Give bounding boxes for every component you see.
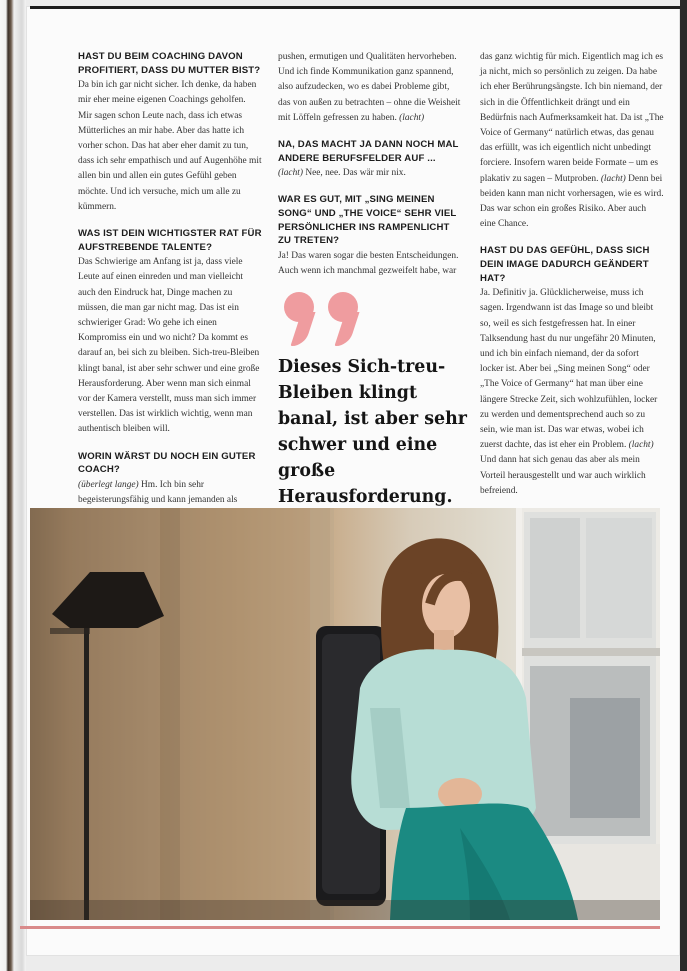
column-2 <box>278 50 462 288</box>
answer-text: Das Schwierige am Anfang ist ja, dass viele Leute auf einen einreden und man vielleicht auch den Eindruck hat, Dinge machen zu müssen, die man gar nicht mag. Das ist ein schwieriger Grad: Wo gehe ich einen Kompromiss ein und wo nicht? Da kommt es darauf an, bei sich zu bleiben. Sich-treu-Bleiben klingt banal, ist aber sehr schwer und eine große Herausforderung. Aber wenn man sich einmal vor der Kamera verstellt, muss man sich immer verstellen. Das ist wirklich wichtig, wenn man authentisch bleiben will. <box>78 257 260 435</box>
pull-quote-text: Dieses Sich-treu-Bleiben klingt banal, ist aber sehr schwer und eine große Herausforderung. <box>278 357 467 507</box>
question-heading: HAST DU DAS GEFÜHL, DASS SICH DEIN IMAGE DADURCH GEÄNDERT HAT? <box>480 245 650 284</box>
answer-paragraph <box>278 50 462 126</box>
answer-text: das ganz wichtig für mich. Eigentlich mag ich es ja nicht, mich so persönlich zu zeigen. Da habe ich eher Berührungsängste. Ich bin niemand, der sich in die Öffentlichkeit drängt und ein Bedürfnis nach Aufmerksamkeit hat. Da ist „The Voice of Germany“ natürlich etwas, das genau das erfüllt, was ich eigentlich nicht unbedingt forciere. Insofern waren beide Formate – um es plakativ zu sagen – Mutproben. <box>480 52 664 184</box>
question-heading: WAS IST DEIN WICHTIGSTER RAT FÜR AUFSTREBENDE TALENTE? <box>78 228 262 253</box>
answer-paragraph <box>278 166 462 181</box>
answer-text: Nee, nee. Das wär mir nix. <box>303 168 406 179</box>
question-heading: NA, DAS MACHT JA DANN NOCH MAL ANDERE BERUFSFELDER AUF ... <box>278 139 459 164</box>
answer-text: Da bin ich gar nicht sicher. Ich denke, da haben mir eher meine eigenen Coachings geholfen. Mir sagen schon Leute nach, dass ich etwas Mütterliches an mir habe. Aber das hatte ich vorher schon. Das hat aber eher damit zu tun, dass ich sehr empathisch und auf Augenhöhe mit allen bin und allen ein gutes Gefühl geben möchte. Und ich versuche, mich um alle zu kümmern. <box>78 80 262 212</box>
scan-edge <box>0 0 26 971</box>
column-3 <box>480 50 664 508</box>
question-heading: HAST DU BEIM COACHING DAVON PROFITIERT, DASS DU MUTTER BIST? <box>78 51 261 76</box>
answer-text-continued: Und dann hat sich genau das aber als mein Vorteil herausgestellt und war auch wirklich befreiend. <box>480 455 646 496</box>
right-border <box>680 0 687 971</box>
stage-direction: (lacht) <box>598 173 626 184</box>
quotation-mark-icon <box>278 288 368 354</box>
answer-paragraph <box>480 286 664 499</box>
answer-text: Hm. Ich bin sehr begeisterungsfähig und kann jemanden als <box>78 479 238 506</box>
answer-text: Ja. Definitiv ja. Glücklicherweise, muss ich sagen. Irgendwann ist das Image so und bleibt so, weil es sich festgefressen hat. In einer Talksendung hast du nur ungefähr 20 Minuten, und ich bin einfach niemand, der da sofort locker ist. Aber bei „Sing meinen Song“ oder „The Voice of Germany“ hat man über eine längere Strecke Zeit, sich wohlzufühlen, locker zu werden und dementsprechend auch so zu sein, wie man ist. Das war etwas, wobei ich zuerst dachte, das ist eher ein Problem. <box>480 288 658 451</box>
stage-direction: (überlegt lange) <box>78 479 139 490</box>
answer-text: Ja! Das waren sogar die besten Entscheidungen. Auch wenn ich manchmal gezweifelt habe, war <box>278 250 459 276</box>
column-1 <box>78 50 262 532</box>
answer-paragraph <box>480 50 664 232</box>
stage-direction: (lacht) <box>396 112 425 123</box>
top-border <box>30 6 680 9</box>
answer-text: pushen, ermutigen und Qualitäten hervorheben. Und ich finde Kommunikation ganz spannend, also aufzudecken, wo es dabei Probleme gibt, das von außen zu betrachten – ohne die Weisheit mit Löffeln gefressen zu haben. <box>278 52 461 123</box>
question-heading: WAR ES GUT, MIT „SING MEINEN SONG“ UND „THE VOICE“ SEHR VIEL PERSÖNLICHER INS RAMPENLICHT ZU TRETEN? <box>278 194 457 247</box>
pull-quote-block <box>278 288 470 510</box>
stage-direction: (lacht) <box>278 168 303 179</box>
answer-text-continued: Denn bei beiden kann man nicht vorhersagen, wie es wird. Das war schon ein großes Risiko. Aber auch eine Chance. <box>480 173 664 230</box>
photo-illustration <box>30 508 660 920</box>
bottom-rule <box>20 926 660 929</box>
question-heading: WORIN WÄRST DU NOCH EIN GUTER COACH? <box>78 450 256 476</box>
portrait-photo <box>30 508 660 920</box>
stage-direction: (lacht) <box>626 440 654 451</box>
